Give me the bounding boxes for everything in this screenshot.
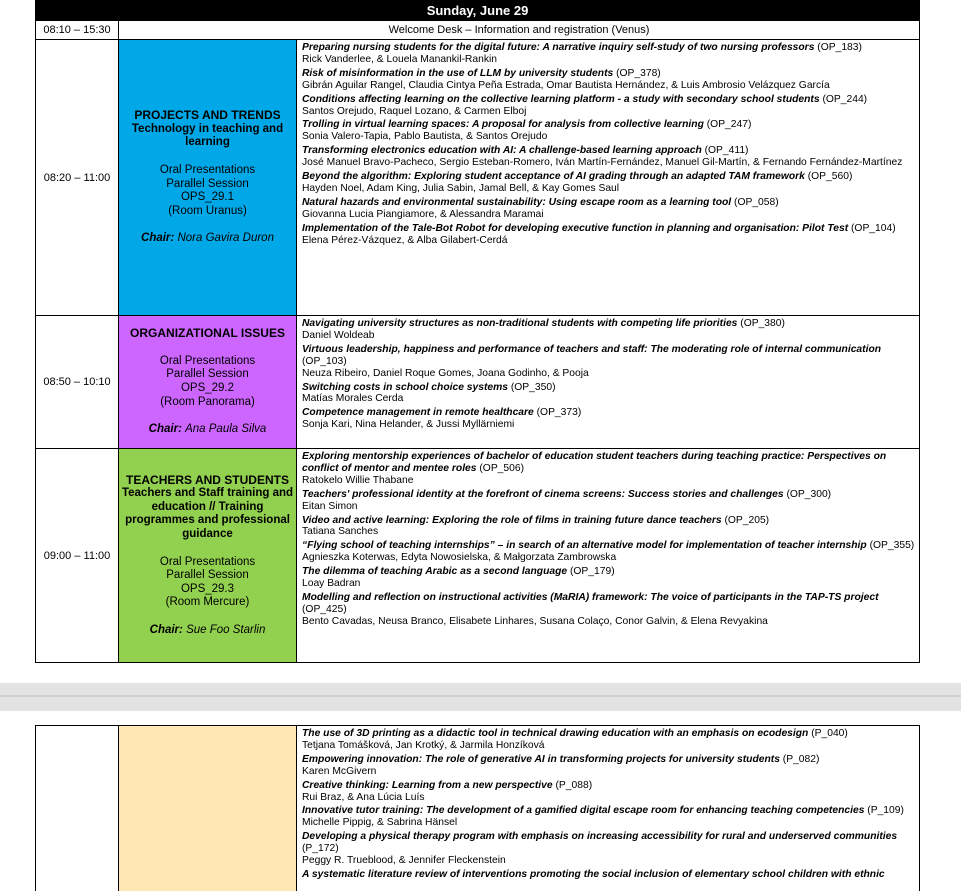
paper-title: Navigating university structures as non-traditional students with competing life priorities [302, 318, 738, 329]
paper-list [297, 40, 920, 316]
paper-code: (OP_300) [783, 488, 832, 500]
paper-title: Modelling and reflection on instructional activities (MaRIA) framework: The voice of participants in the TAP-TS project [302, 591, 879, 603]
paper-item [302, 119, 915, 143]
paper-code: (P_082) [779, 753, 820, 765]
paper-item [302, 171, 915, 195]
paper-title: Beyond the algorithm: Exploring student acceptance of AI grading through an adapted TAM framework [302, 171, 805, 183]
session-format: Parallel Session [166, 569, 249, 582]
chair-name: Ana Paula Silva [185, 423, 267, 436]
session-type: Oral Presentations [159, 555, 256, 568]
paper-code: (OP_506) [476, 462, 525, 474]
paper-authors: Peggy R. Trueblood, & Jennifer Fleckenstein [302, 855, 506, 867]
welcome-desk-text: Welcome Desk – Information and registration (Venus) [119, 21, 920, 40]
paper-item [302, 451, 915, 487]
paper-item [302, 407, 915, 431]
session-chair [119, 423, 296, 437]
paper-code: (OP_247) [703, 119, 752, 131]
paper-item [302, 382, 915, 406]
page-separator [0, 683, 961, 711]
paper-code: (OP_179) [567, 566, 615, 578]
session-subtitle: Technology in teaching and learning [131, 122, 284, 149]
chair-label: Chair: [141, 232, 175, 245]
paper-item [302, 780, 915, 804]
paper-title: Implementation of the Tale-Bot Robot for developing executive function in planning and organisation: Pilot Test [302, 222, 849, 234]
paper-code: (OP_183) [814, 42, 862, 53]
paper-title: Risk of misinformation in the use of LLM by university students [302, 67, 614, 79]
paper-code: (OP_355) [866, 540, 915, 552]
paper-title: Trolling in virtual learning spaces: A proposal for analysis from collective learning [302, 119, 704, 131]
paper-title: A systematic literature review of interventions promoting the social inclusion of elementary school children with ethnic [302, 868, 885, 880]
paper-title: Creative thinking: Learning from a new perspective [302, 779, 553, 791]
paper-title: Video and active learning: Exploring the role of films in training future dance teachers [302, 514, 722, 526]
paper-title: Virtuous leadership, happiness and performance of teachers and staff: The moderating role of internal communication [302, 343, 882, 355]
paper-title: “Flying school of teaching internships” – in search of an alternative model for implementation of teacher internship [302, 540, 867, 552]
session-row [36, 449, 920, 663]
paper-authors: Santos Orejudo, Raquel Lozano, & Carmen Elboj [302, 105, 527, 117]
paper-code: (OP_425) [302, 603, 347, 615]
paper-authors: Giovanna Lucia Piangiamore, & Alessandra Maramai [302, 208, 544, 220]
chair-label: Chair: [148, 423, 182, 436]
paper-code: (OP_205) [721, 514, 770, 526]
paper-item [302, 754, 915, 778]
session-type: Oral Presentations [159, 354, 256, 367]
paper-authors: Karen McGivern [302, 765, 377, 777]
paper-authors: Tetjana Tomášková, Jan Krotký, & Jarmila Honzíková [302, 739, 545, 751]
paper-authors: Tatiana Sanches [302, 526, 379, 538]
paper-code: (P_088) [552, 779, 593, 791]
paper-title: Innovative tutor training: The development of a gamified digital escape room for enhancing teaching competencies [302, 805, 865, 817]
session-room: (Room Mercure) [165, 596, 250, 609]
paper-list [297, 726, 920, 891]
paper-title: Teachers' professional identity at the forefront of cinema screens: Success stories and challenges [302, 488, 784, 500]
session-info-next [119, 726, 297, 891]
paper-item [302, 42, 915, 66]
paper-code: (OP_380) [737, 318, 785, 329]
paper-item [302, 592, 915, 628]
paper-item [302, 540, 915, 564]
paper-authors: Rui Braz, & Ana Lúcia Luís [302, 791, 425, 803]
paper-authors: Eitan Simon [302, 500, 358, 512]
paper-authors: Sonia Valero-Tapia, Pablo Bautista, & Santos Orejudo [302, 131, 548, 143]
paper-item [302, 489, 915, 513]
paper-authors: Elena Pérez-Vázquez, & Alba Gilabert-Cerdá [302, 234, 508, 246]
paper-item [302, 566, 915, 590]
paper-authors: Rick Vanderlee, & Louela Manankil-Rankin [302, 53, 497, 65]
paper-title: Competence management in remote healthcare [302, 407, 534, 419]
session-title: TEACHERS AND STUDENTS [126, 472, 289, 487]
session-room: (Room Panorama) [160, 395, 255, 408]
session-title: PROJECTS AND TRENDS [134, 108, 281, 123]
session-type: Oral Presentations [159, 163, 256, 176]
session-title: ORGANIZATIONAL ISSUES [130, 326, 285, 341]
paper-item [302, 223, 915, 247]
paper-title: The use of 3D printing as a didactic tool in technical drawing education with an emphasis on ecodesign [302, 728, 809, 739]
paper-title: Natural hazards and environmental sustainability: Using escape room as a learning tool [302, 196, 732, 208]
paper-authors: Loay Badran [302, 578, 361, 590]
paper-authors: José Manuel Bravo-Pacheco, Sergio Esteban-Romero, Iván Martín-Fernández, Manuel Gil-Martín, & Fernando Fernández-Martínez [302, 157, 903, 169]
paper-list [297, 449, 920, 663]
paper-item [302, 728, 915, 752]
paper-code: (OP_104) [848, 222, 896, 234]
session-format: Parallel Session [166, 177, 249, 190]
session-time: 09:00 – 11:00 [36, 449, 119, 663]
paper-item [302, 197, 915, 221]
paper-title: Switching costs in school choice systems [302, 381, 508, 393]
paper-item [302, 831, 915, 867]
session-room: (Room Uranus) [168, 204, 247, 217]
paper-authors: Daniel Woldeab [302, 329, 375, 341]
paper-code: (P_109) [864, 805, 904, 817]
paper-item [302, 68, 915, 92]
session-code: OPS_29.3 [180, 582, 235, 595]
session-time: 08:50 – 10:10 [36, 316, 119, 449]
session-row [36, 316, 920, 449]
paper-authors: Sonja Kari, Nina Helander, & Jussi Myllärniemi [302, 419, 515, 431]
paper-authors: Neuza Ribeiro, Daniel Roque Gomes, Joana Godinho, & Pooja [302, 367, 589, 379]
paper-code: (OP_350) [508, 381, 556, 393]
paper-authors: Hayden Noel, Adam King, Julia Sabin, Jamal Bell, & Kay Gomes Saul [302, 182, 620, 194]
schedule-table-next [35, 725, 920, 891]
session-format: Parallel Session [166, 368, 249, 381]
paper-code: (OP_244) [819, 93, 868, 105]
session-code: OPS_29.1 [180, 191, 235, 204]
paper-title: Transforming electronics education with AI: A challenge-based learning approach [302, 145, 702, 157]
paper-list [297, 316, 920, 449]
welcome-time: 08:10 – 15:30 [36, 21, 119, 40]
paper-title: Developing a physical therapy program with emphasis on increasing accessibility for rural and underserved communities [302, 831, 898, 843]
paper-code: (P_172) [302, 843, 339, 855]
paper-authors: Ratokelo Willie Thabane [302, 474, 414, 486]
session-subtitle: Teachers and Staff training and education // Training programmes and professional guidance [121, 487, 294, 540]
chair-name: Sue Foo Starlin [186, 623, 266, 636]
paper-authors: Michelle Pippig, & Sabrina Hänsel [302, 817, 458, 829]
session-info [119, 449, 297, 663]
paper-item [302, 805, 915, 829]
day-header: Sunday, June 29 [36, 1, 920, 21]
paper-item [302, 318, 915, 342]
paper-authors: Bento Cavadas, Neusa Branco, Elisabete Linhares, Susana Colaço, Conor Galvin, & Elena Revyakina [302, 615, 768, 627]
paper-code: (OP_058) [731, 196, 779, 208]
paper-code: (OP_103) [302, 355, 347, 367]
paper-code: (OP_373) [533, 407, 582, 419]
chair-label: Chair: [149, 623, 183, 636]
paper-item [302, 869, 915, 881]
schedule-page-next [0, 711, 961, 891]
session-info [119, 316, 297, 449]
paper-authors: Gibrán Aguilar Rangel, Claudia Cintya Peña Estrada, Omar Bautista Hernández, & Luis Ambrosio Velázquez García [302, 79, 830, 91]
paper-item [302, 145, 915, 169]
paper-title: Exploring mentorship experiences of bachelor of education student teachers during teaching practice: Perspectives on conflict of mentor and mentee roles [302, 451, 887, 474]
paper-title: The dilemma of teaching Arabic as a second language [302, 566, 568, 578]
session-time: 08:20 – 11:00 [36, 40, 119, 316]
paper-authors: Matías Morales Cerda [302, 393, 404, 405]
schedule-table [35, 0, 920, 663]
paper-title: Empowering innovation: The role of generative AI in transforming projects for university students [302, 753, 780, 765]
session-time-empty [36, 726, 119, 891]
paper-code: (P_040) [808, 728, 848, 739]
paper-code: (OP_411) [701, 145, 749, 157]
session-row [36, 40, 920, 316]
session-chair [119, 624, 296, 638]
paper-code: (OP_378) [613, 67, 661, 79]
session-code: OPS_29.2 [180, 382, 235, 394]
paper-title: Conditions affecting learning on the collective learning platform - a study with secondary school students [302, 93, 820, 105]
session-chair [119, 232, 296, 246]
paper-title: Preparing nursing students for the digital future: A narrative inquiry self-study of two nursing professors [302, 42, 815, 53]
paper-code: (OP_560) [804, 171, 853, 183]
paper-item [302, 515, 915, 539]
paper-authors: Agnieszka Koterwas, Edyta Nowosielska, & Małgorzata Zambrowska [302, 552, 617, 564]
session-info [119, 40, 297, 316]
chair-name: Nora Gavira Duron [177, 232, 274, 245]
paper-item [302, 94, 915, 118]
paper-item [302, 344, 915, 380]
